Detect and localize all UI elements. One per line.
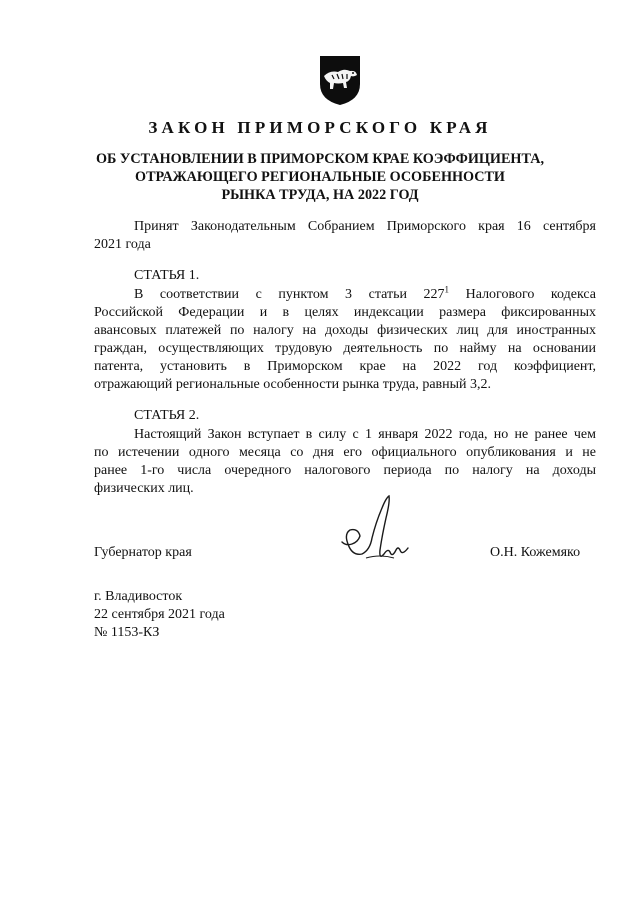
signatory-name: О.Н. Кожемяко (490, 545, 581, 560)
superscript: 1 (444, 284, 450, 295)
article-2-line: по истечении одного месяца со дня его официального опубликования и не (94, 445, 596, 460)
law-number: № 1153-КЗ (94, 625, 160, 640)
article-1-line: граждан, осуществляющих трудовую деятельность по найму на основании (94, 341, 596, 356)
article-2-line: физических лиц. (94, 481, 194, 496)
article-2-body (94, 426, 596, 498)
adoption-statement (94, 218, 596, 254)
article-1-line: отражающий региональные особенности рынка труда, равный 3,2. (94, 377, 492, 392)
subtitle-line: ОБ УСТАНОВЛЕНИИ В ПРИМОРСКОМ КРАЕ КОЭФФИЦИЕНТА, (95, 151, 545, 167)
subtitle-line: ОТРАЖАЮЩЕГО РЕГИОНАЛЬНЫЕ ОСОБЕННОСТИ (135, 169, 505, 185)
signature-block (94, 545, 596, 575)
document-footer (94, 588, 225, 642)
signatory-position: Губернатор края (94, 545, 192, 560)
article-1-text: Налогового кодекса (449, 287, 596, 302)
signing-city: г. Владивосток (94, 589, 183, 604)
signing-date: 22 сентября 2021 года (94, 607, 225, 622)
coat-of-arms-tiger-icon (318, 54, 362, 106)
adoption-line: Принят Законодательным Собранием Приморского края 16 сентября (134, 219, 596, 234)
article-1-body (94, 286, 596, 394)
subtitle-line: РЫНКА ТРУДА, НА 2022 ГОД (221, 187, 419, 203)
article-1-first-line (94, 286, 596, 304)
article-1-line: Российской Федерации и в целях индексации размера фиксированных (94, 305, 596, 320)
law-title: ЗАКОН ПРИМОРСКОГО КРАЯ (148, 118, 492, 137)
article-2-heading: СТАТЬЯ 2. (134, 408, 200, 423)
law-subtitle (0, 150, 640, 204)
article-1-line: патента, установить в Приморском крае на 2022 год коэффициент, (94, 359, 596, 374)
article-1-heading: СТАТЬЯ 1. (134, 268, 200, 283)
article-2-line: Настоящий Закон вступает в силу с 1 января 2022 года, но не ранее чем (134, 427, 596, 442)
article-1-text: В соответствии с пунктом 3 статьи 227 (134, 287, 445, 302)
article-1-line: авансовых платежей по налогу на доходы физических лиц для иностранных (94, 323, 596, 338)
adoption-line: 2021 года (94, 237, 151, 252)
article-2-line: ранее 1-го числа очередного налогового периода по налогу на доходы (94, 463, 596, 478)
